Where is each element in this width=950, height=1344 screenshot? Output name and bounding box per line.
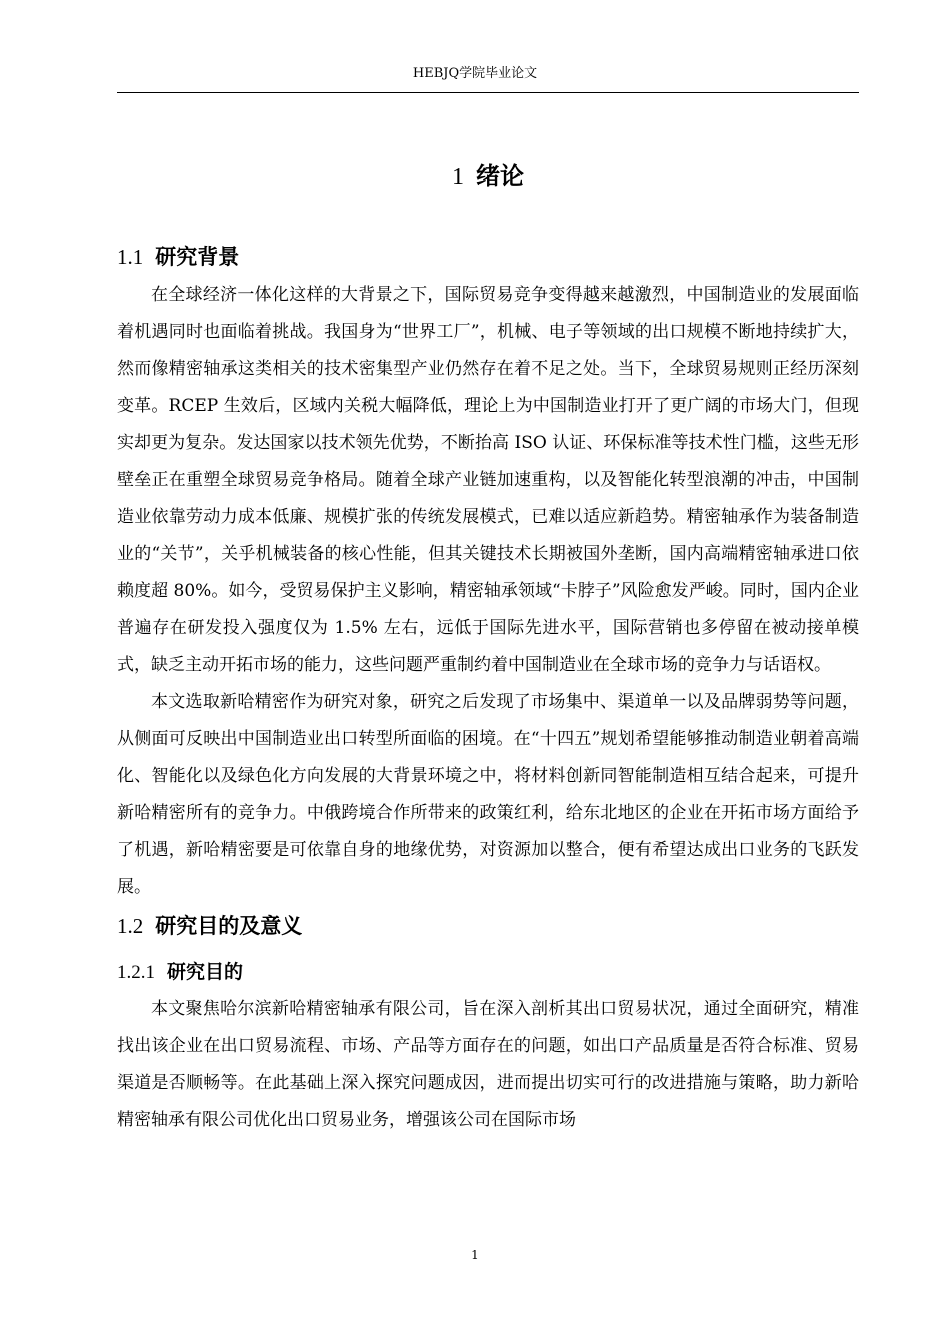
section-title: 研究背景 — [155, 245, 240, 269]
section-heading-1-2 — [117, 906, 859, 946]
section-heading-1-1 — [117, 237, 859, 277]
header-rule — [117, 92, 859, 93]
section-title: 研究目的及意义 — [155, 914, 303, 938]
subsection-heading-1-2-1 — [117, 954, 859, 991]
subsection-title: 研究目的 — [167, 961, 244, 983]
paragraph: 在全球经济一体化这样的大背景之下，国际贸易竞争变得越来越激烈，中国制造业的发展面临着机遇同时也面临着挑战。我国身为“世界工厂”，机械、电子等领域的出口规模不断地持续扩大，然而像精密轴承这类相关的技术密集型产业仍然存在着不足之处。当下，全球贸易规则正经历深刻变革。RCEP 生效后，区域内关税大幅降低，理论上为中国制造业打开了更广阔的市场大门，但现实却更为复杂。发达国家以技术领先优势，不断抬高 ISO 认证、环保标准等技术性门槛，这些无形壁垒正在重塑全球贸易竞争格局。随着全球产业链加速重构，以及智能化转型浪潮的冲击，中国制造业依靠劳动力成本低廉、规模扩张的传统发展模式，已难以适应新趋势。精密轴承作为装备制造业的“关节”，关乎机械装备的核心性能，但其关键技术长期被国外垄断，国内高端精密轴承进口依赖度超 80%。如今，受贸易保护主义影响，精密轴承领域“卡脖子”风险愈发严峻。同时，国内企业普遍存在研发投入强度仅为 1.5% 左右，远低于国际先进水平，国际营销也多停留在被动接单模式，缺乏主动开拓市场的能力，这些问题严重制约着中国制造业在全球市场的竞争力与话语权。 — [117, 285, 859, 675]
paragraph: 本文选取新哈精密作为研究对象，研究之后发现了市场集中、渠道单一以及品牌弱势等问题，从侧面可反映出中国制造业出口转型所面临的困境。在“十四五”规划希望能够推动制造业朝着高端化、智能化以及绿色化方向发展的大背景环境之中，将材料创新同智能制造相互结合起来，可提升新哈精密所有的竞争力。中俄跨境合作所带来的政策红利，给东北地区的企业在开拓市场方面给予了机遇，新哈精密要是可依靠自身的地缘优势，对资源加以整合，便有希望达成出口业务的飞跃发展。 — [117, 692, 859, 897]
chapter-title: 绪论 — [476, 162, 524, 190]
section-number: 1.2 — [117, 914, 144, 938]
page-number: 1 — [471, 1248, 479, 1262]
page-body — [117, 150, 859, 1139]
running-header: HEBJQ学院毕业论文 — [412, 66, 538, 81]
section-number: 1.1 — [117, 245, 144, 269]
chapter-number: 1 — [452, 164, 464, 190]
paragraph: 本文聚焦哈尔滨新哈精密轴承有限公司，旨在深入剖析其出口贸易状况，通过全面研究，精准找出该企业在出口贸易流程、市场、产品等方面存在的问题，如出口产品质量是否符合标准、贸易渠道是否顺畅等。在此基础上深入探究问题成因，进而提出切实可行的改进措施与策略，助力新哈精密轴承有限公司优化出口贸易业务，增强该公司在国际市场 — [117, 999, 859, 1130]
subsection-number: 1.2.1 — [117, 962, 155, 983]
chapter-heading — [117, 150, 859, 203]
